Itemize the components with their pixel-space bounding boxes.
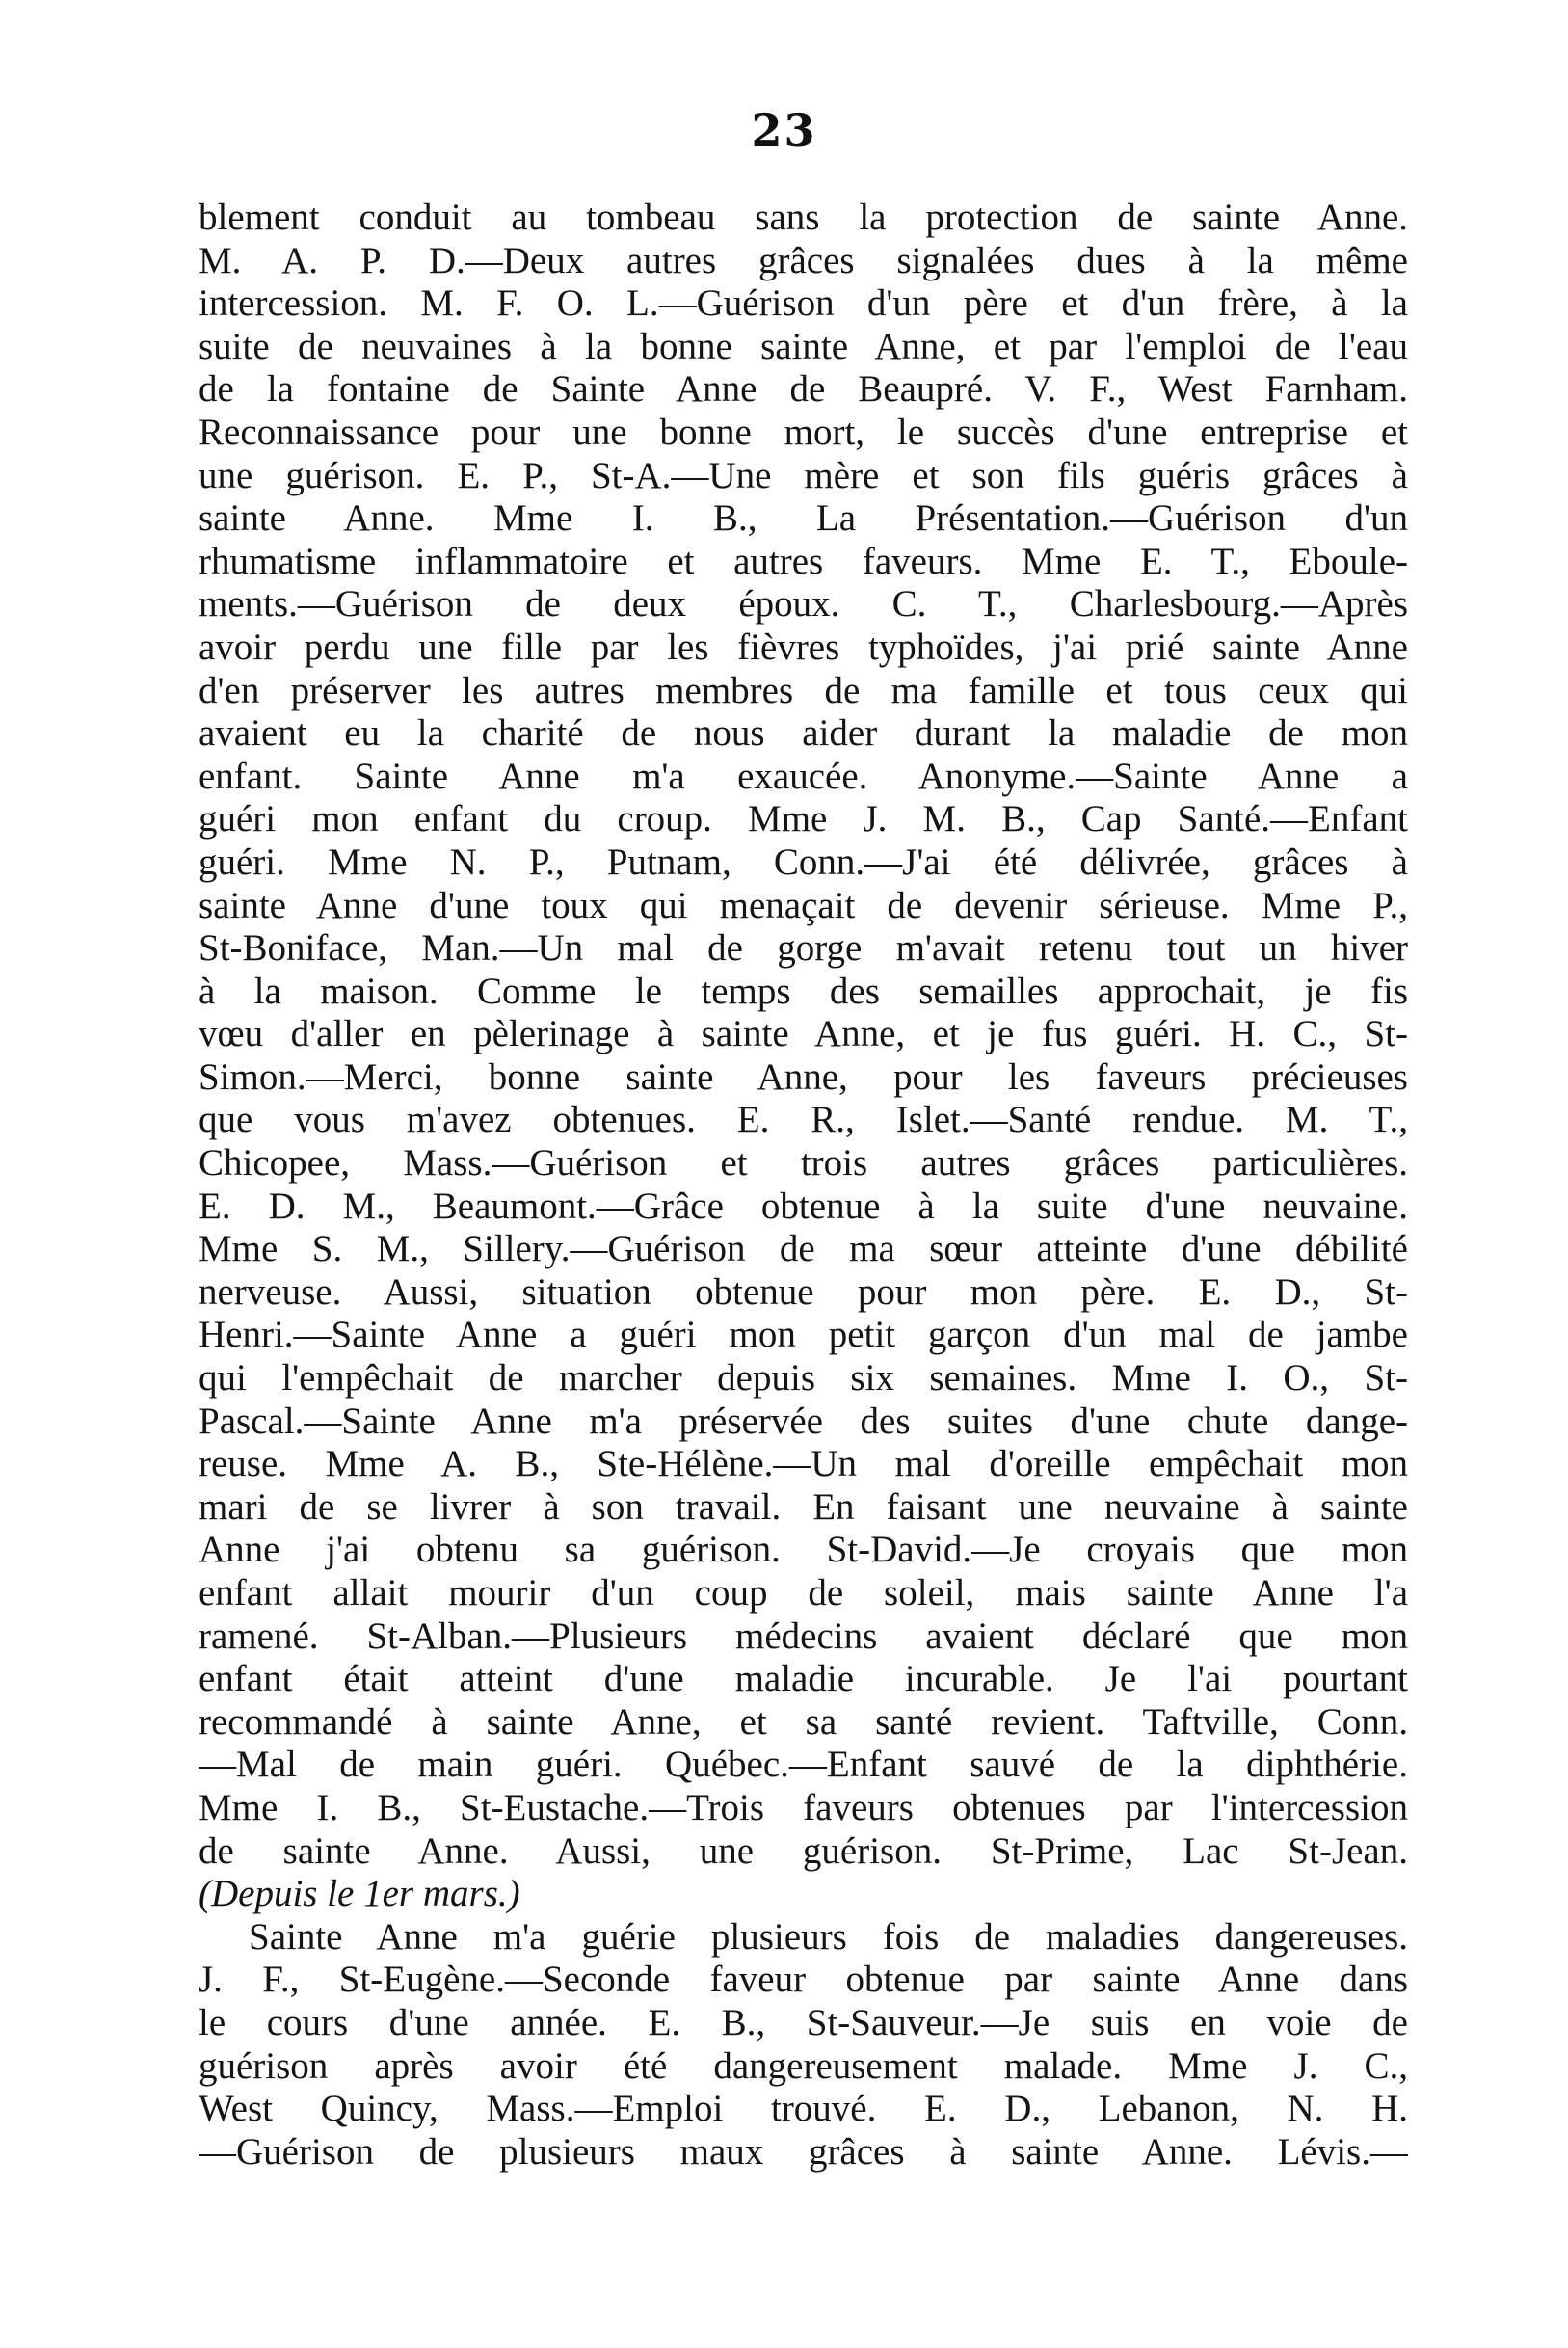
text-block (199, 197, 1408, 2174)
text-line: rhumatisme inflammatoire et autres faveurs. Mme E. T., Eboule- (199, 540, 1408, 582)
text-line: enfant. Sainte Anne m'a exaucée. Anonyme.—Sainte Anne a (199, 755, 1408, 797)
text-line: de sainte Anne. Aussi, une guérison. St-Prime, Lac St-Jean. (199, 1829, 1408, 1872)
text-line: —Mal de main guéri. Québec.—Enfant sauvé de la diphthérie. (199, 1744, 1408, 1786)
text-line: Mme S. M., Sillery.—Guérison de ma sœur atteinte d'une débilité (199, 1228, 1408, 1270)
text-line: mari de se livrer à son travail. En faisant une neuvaine à sainte (199, 1485, 1408, 1528)
text-line: Simon.—Merci, bonne sainte Anne, pour les faveurs précieuses (199, 1055, 1408, 1098)
text-line: guéri. Mme N. P., Putnam, Conn.—J'ai été délivrée, grâces à (199, 840, 1408, 883)
text-line: le cours d'une année. E. B., St-Sauveur.—Je suis en voie de (199, 2001, 1408, 2043)
text-line: avaient eu la charité de nous aider durant la maladie de mon (199, 712, 1408, 755)
text-line: Mme I. B., St-Eustache.—Trois faveurs obtenues par l'intercession (199, 1786, 1408, 1828)
text-line: vœu d'aller en pèlerinage à sainte Anne, et je fus guéri. H. C., St- (199, 1013, 1408, 1055)
text-line: Chicopee, Mass.—Guérison et trois autres grâces particulières. (199, 1142, 1408, 1185)
text-line: —Guérison de plusieurs maux grâces à sainte Anne. Lévis.— (199, 2130, 1408, 2173)
text-line: West Quincy, Mass.—Emploi trouvé. E. D., Lebanon, N. H. (199, 2088, 1408, 2130)
text-line: enfant allait mourir d'un coup de soleil, mais sainte Anne l'a (199, 1572, 1408, 1614)
text-line: avoir perdu une fille par les fièvres typhoïdes, j'ai prié sainte Anne (199, 626, 1408, 668)
text-line: ments.—Guérison de deux époux. C. T., Charlesbourg.—Après (199, 583, 1408, 626)
text-line: ramené. St-Alban.—Plusieurs médecins avaient déclaré que mon (199, 1614, 1408, 1657)
text-line: que vous m'avez obtenues. E. R., Islet.—Santé rendue. M. T., (199, 1099, 1408, 1141)
text-line: nerveuse. Aussi, situation obtenue pour mon père. E. D., St- (199, 1270, 1408, 1313)
page-number: 23 (751, 104, 817, 156)
text-line: sainte Anne d'une toux qui menaçait de devenir sérieuse. Mme P., (199, 884, 1408, 926)
text-line: suite de neuvaines à la bonne sainte Anne, et par l'emploi de l'eau (199, 325, 1408, 367)
text-line: sainte Anne. Mme I. B., La Présentation.—Guérison d'un (199, 497, 1408, 540)
text-line: de la fontaine de Sainte Anne de Beaupré. V. F., West Farnham. (199, 368, 1408, 411)
text-line: d'en préserver les autres membres de ma famille et tous ceux qui (199, 669, 1408, 711)
text-line: qui l'empêchait de marcher depuis six semaines. Mme I. O., St- (199, 1357, 1408, 1400)
text-line: intercession. M. F. O. L.—Guérison d'un père et d'un frère, à la (199, 282, 1408, 325)
text-line: une guérison. E. P., St-A.—Une mère et son fils guéris grâces à (199, 454, 1408, 496)
text-line: Henri.—Sainte Anne a guéri mon petit garçon d'un mal de jambe (199, 1314, 1408, 1356)
text-line: enfant était atteint d'une maladie incurable. Je l'ai pourtant (199, 1658, 1408, 1700)
text-line: blement conduit au tombeau sans la protection de sainte Anne. (199, 197, 1408, 238)
text-line: guéri mon enfant du croup. Mme J. M. B., Cap Santé.—Enfant (199, 798, 1408, 840)
text-line: Sainte Anne m'a guérie plusieurs fois de maladies dangereuses. (249, 1915, 1408, 1958)
text-line: E. D. M., Beaumont.—Grâce obtenue à la suite d'une neuvaine. (199, 1185, 1408, 1227)
text-line: Pascal.—Sainte Anne m'a préservée des suites d'une chute dange- (199, 1400, 1408, 1442)
text-line: à la maison. Comme le temps des semailles approchait, je fis (199, 970, 1408, 1012)
text-line: Reconnaissance pour une bonne mort, le succès d'une entreprise et (199, 411, 1408, 453)
text-line: M. A. P. D.—Deux autres grâces signalées dues à la même (199, 239, 1408, 281)
section-heading: (Depuis le 1er mars.) (199, 1873, 520, 1915)
text-line: St-Boniface, Man.—Un mal de gorge m'avait retenu tout un hiver (199, 927, 1408, 970)
text-line: Anne j'ai obtenu sa guérison. St-David.—Je croyais que mon (199, 1529, 1408, 1571)
text-line: J. F., St-Eugène.—Seconde faveur obtenue par sainte Anne dans (199, 1959, 1408, 2001)
text-line: guérison après avoir été dangereusement malade. Mme J. C., (199, 2044, 1408, 2087)
text-line: reuse. Mme A. B., Ste-Hélène.—Un mal d'oreille empêchait mon (199, 1443, 1408, 1485)
text-line: recommandé à sainte Anne, et sa santé revient. Taftville, Conn. (199, 1700, 1408, 1743)
